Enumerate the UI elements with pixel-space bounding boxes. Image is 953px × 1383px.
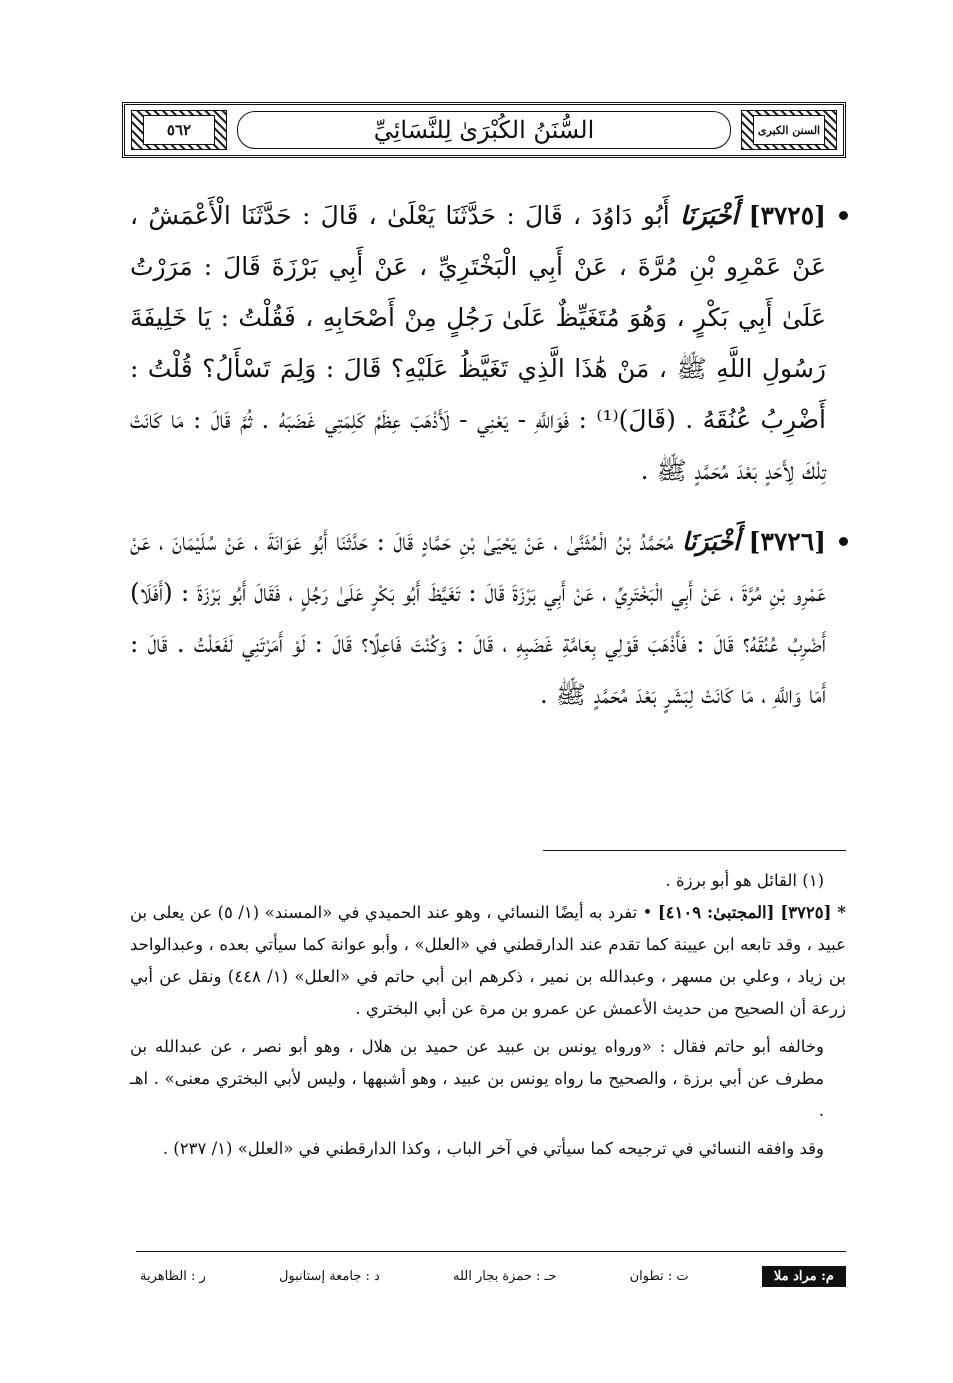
footnotes: [130, 865, 846, 1165]
hadith-number: [٣٧٢٦]: [748, 527, 826, 556]
footnote-1: (١) القائل هو أبو برزة .: [665, 871, 824, 890]
siglum-t: ت : تطوان: [629, 1268, 689, 1284]
footnote-divider: [543, 850, 846, 851]
hadith-3726: [130, 516, 848, 720]
book-title: السُّنَنُ الكُبْرَىٰ لِلنَّسَائِيِّ: [237, 111, 731, 149]
header-ornament-left: [741, 110, 837, 150]
siglum-m: م: مراد ملا: [762, 1266, 846, 1287]
header-ornament-right: [131, 110, 227, 150]
takhrij-3725: [130, 897, 846, 1025]
footer-divider: [136, 1251, 846, 1252]
takhrij-paragraph-3: وقد وافقه النسائي في ترجيحه كما سيأتي في آخر الباب ، وكذا الدارقطني في «العلل» (١/ ٢٣٧) .: [162, 1139, 824, 1158]
page-number: ٥٦٢: [143, 115, 215, 145]
akhbarana-word: أَخْبَرَنَا: [680, 201, 739, 230]
hadith-number: [٣٧٢٥]: [748, 201, 826, 230]
main-text: [130, 190, 848, 740]
siglum-h: حـ : حمزة بجار الله: [453, 1268, 557, 1284]
takhrij-paragraph-2: وخالفه أبو حاتم فقال : «ورواه يونس بن عبيد عن حميد بن هلال ، وهو أبو نصر ، عن عبدالله بن مطرف عن أبي برزة ، والصحيح ما رواه يونس بن عبيد ، وهو أشبهها ، وليس لأبي البختري معنى» . اهـ .: [130, 1037, 824, 1120]
siglum-d: د : جامعة إستانبول: [278, 1268, 380, 1284]
publisher-logo: السنن الكبرى: [753, 115, 825, 145]
hadith-text: أَبُو دَاوُدَ ، قَالَ : حَدَّثَنَا يَعْلَىٰ ، قَالَ : حَدَّثَنَا الْأَعْمَشُ ، عَنْ عَمْرِو بْنِ مُرَّةَ ، عَنْ أَبِي الْبَخْتَرِيِّ ، عَنْ أَبِي بَرْزَةَ قَالَ : مَرَرْتُ عَلَىٰ أَبِي بَكْرٍ ، وَهُوَ مُتَغَيِّظٌ عَلَىٰ رَجُلٍ مِنْ أَصْحَابِهِ ، فَقُلْتُ : يَا خَلِيفَةَ رَسُولِ اللَّهِ ﷺ ، مَنْ هَٰذَا الَّذِي تَغَيَّظُ عَلَيْهِ؟ قَالَ : وَلِمَ تَسْأَلُ؟ قُلْتُ : أَضْرِبُ عُنُقَهُ . (قَالَ)⁽¹⁾ : فَوَاللَّهِ - يَعْنِي - لَأَذْهَبَ عِظَمُ كَلِمَتِي غَضَبَهُ . ثُمَّ قَالَ : مَا كَانَتْ تِلْكَ لِأَحَدٍ بَعْدَ مُحَمَّدٍ ﷺ .: [130, 201, 826, 485]
page-header: [122, 102, 846, 158]
siglum-r: ر : الظاهرية: [140, 1268, 206, 1284]
hadith-text: مُحَمَّدُ بْنُ الْمُثَنَّىٰ ، عَنْ يَحْيَىٰ بْنِ حَمَّادٍ قَالَ : حَدَّثَنَا أَبُو عَوَانَةَ ، عَنْ سُلَيْمَانَ ، عَنْ عَمْرِو بْنِ مُرَّةَ ، عَنْ أَبِي الْبَخْتَرِيِّ ، عَنْ أَبِي بَرْزَةَ قَالَ : تَغَيَّظَ أَبُو بَكْرٍ عَلَىٰ رَجُلٍ ، فَقَالَ أَبُو بَرْزَةَ : (أَفَلَا) أَضْرِبُ عُنُقَهُ؟ قَالَ : فَأَذْهَبَ قَوْلِي بِعَامَّةِ غَضَبِهِ ، قَالَ : وَكُنْتَ فَاعِلًا؟ قَالَ : لَوْ أَمَرْتَنِي لَفَعَلْتُ . قَالَ : أَمَا وَاللَّهِ ، مَا كَانَتْ لِبَشَرٍ بَعْدَ مُحَمَّدٍ ﷺ .: [130, 527, 826, 709]
takhrij-body: • تفرد به أيضًا النسائي ، وهو عند الحميدي في «المسند» (١/ ٥) عن يعلى بن عبيد ، وقد تابعه ابن عيينة كما تقدم عند الدارقطني في «العلل» ، وأبو عوانة كما سيأتي بعده ، وعبدالواحد بن زياد ، وعلي بن مسهر ، وعبدالله بن نمير ، ذكرهم ابن أبي حاتم في «العلل» (١/ ٤٤٨) ونقل عن أبي زرعة أن الصحيح من حديث الأعمش عن عمرو بن مرة عن أبي البختري .: [130, 903, 846, 1018]
manuscript-sigla: [140, 1262, 846, 1290]
hadith-3725: [130, 190, 848, 496]
akhbarana-word: أَخْبَرَنَا: [681, 527, 741, 556]
takhrij-ref: * [٣٧٢٥] [المجتبىٰ: ٤١٠٩]: [657, 903, 847, 922]
